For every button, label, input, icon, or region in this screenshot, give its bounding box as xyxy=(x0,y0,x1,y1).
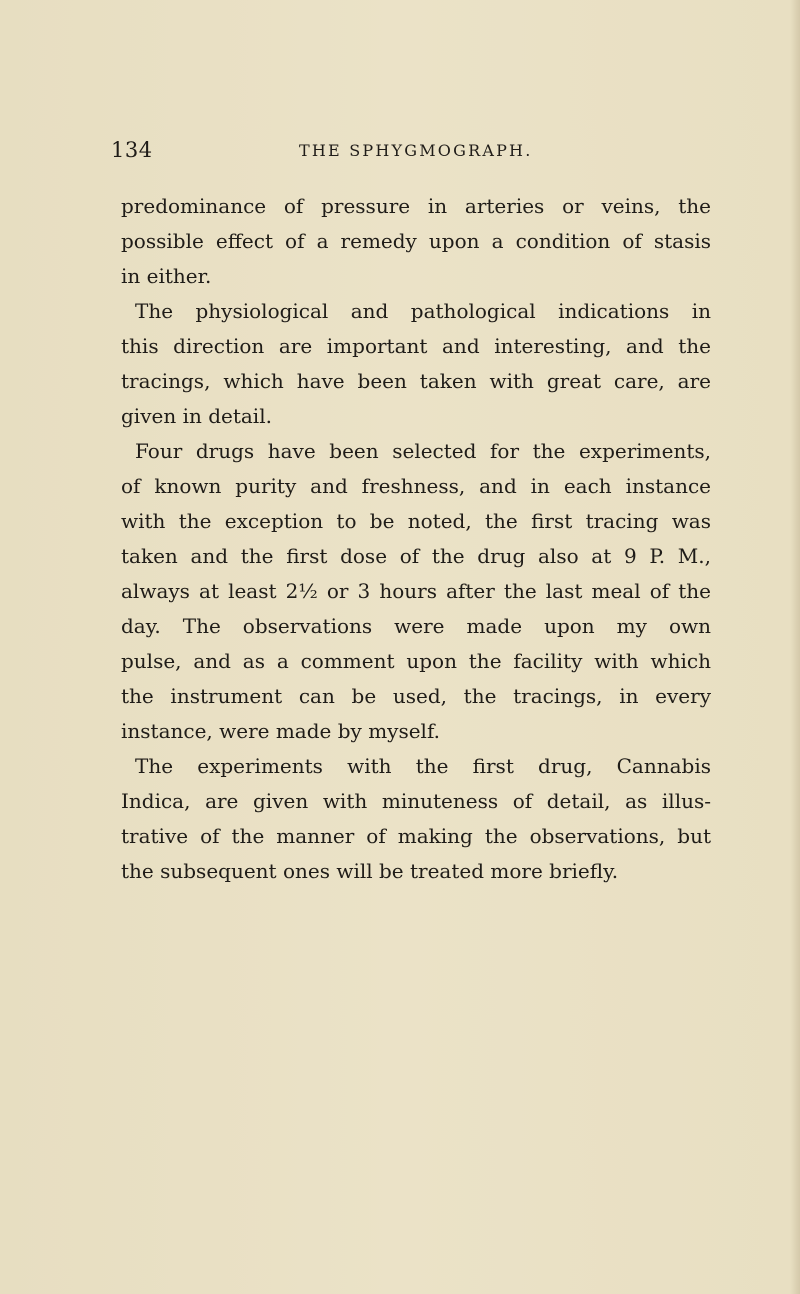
text-line: predominance of pressure in arteries or veins, the xyxy=(121,194,711,218)
text-line: instance, were made by myself. xyxy=(121,719,440,743)
text-line: taken and the first dose of the drug also at 9 P. M., xyxy=(121,544,711,568)
page-edge-shadow xyxy=(790,0,800,1294)
body-text xyxy=(121,189,711,889)
text-line: The physiological and pathological indications in xyxy=(135,299,711,323)
text-line: the subsequent ones will be treated more briefly. xyxy=(121,859,619,883)
text-line: this direction are important and interesting, and the xyxy=(121,334,711,358)
text-line: The experiments with the first drug, Cannabis xyxy=(135,754,711,778)
text-line: given in detail. xyxy=(121,404,272,428)
text-line: tracings, which have been taken with great care, are xyxy=(121,369,711,393)
text-line: Indica, are given with minuteness of detail, as illus- xyxy=(121,789,711,813)
running-head-title: THE SPHYGMOGRAPH. xyxy=(299,141,533,160)
text-line: always at least 2½ or 3 hours after the last meal of the xyxy=(121,579,711,603)
page-number: 134 xyxy=(111,138,153,162)
running-head xyxy=(111,138,711,168)
text-line: of known purity and freshness, and in each instance xyxy=(121,474,711,498)
text-line: pulse, and as a comment upon the facility with which xyxy=(121,649,711,673)
text-line: trative of the manner of making the observations, but xyxy=(121,824,711,848)
text-line: with the exception to be noted, the first tracing was xyxy=(121,509,711,533)
text-line: possible effect of a remedy upon a condition of stasis xyxy=(121,229,711,253)
text-line: Four drugs have been selected for the experiments, xyxy=(135,439,711,463)
text-line: in either. xyxy=(121,264,212,288)
text-line: the instrument can be used, the tracings, in every xyxy=(121,684,711,708)
text-line: day. The observations were made upon my own xyxy=(121,614,711,638)
